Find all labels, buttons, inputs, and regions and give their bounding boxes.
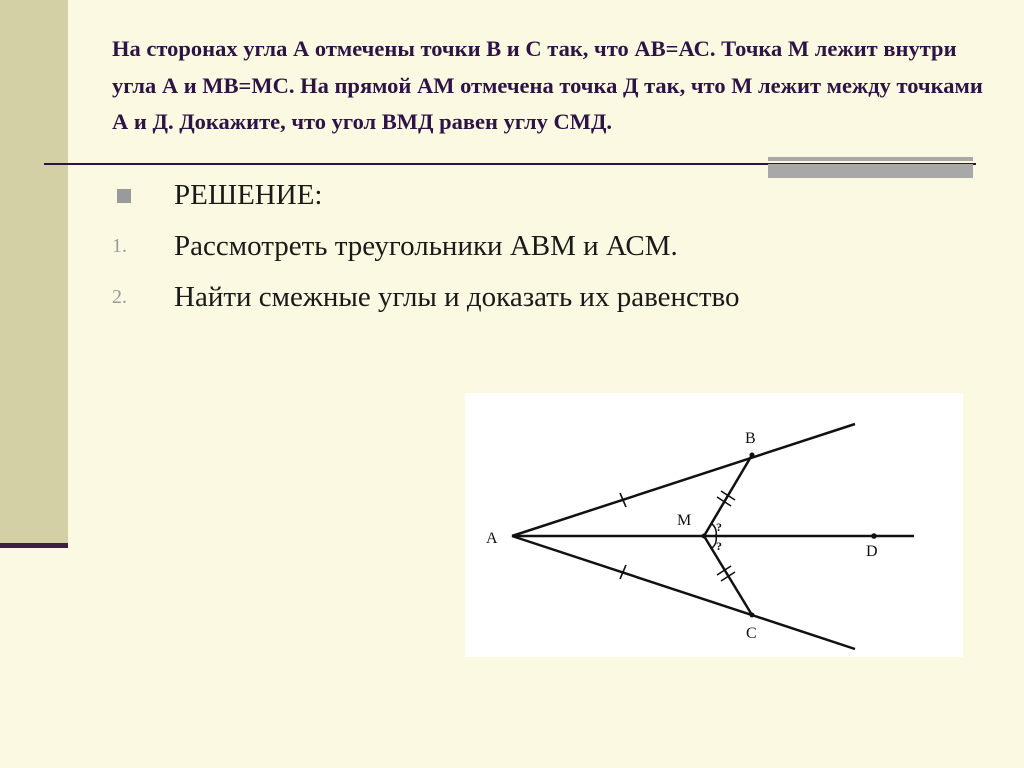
geometry-figure — [465, 393, 963, 657]
problem-statement: На сторонах угла А отмечены точки В и С так, что АВ=АС. Точка М лежит внутри угла А и МВ=МС. На прямой АМ отмечена точка Д так, что М лежит между точками А и Д. Докажите, что угол ВМД равен углу СМД. — [112, 36, 983, 134]
label-m: M — [677, 512, 692, 529]
title-divider-accent — [768, 157, 973, 178]
tick-mb-2 — [721, 491, 735, 500]
list-item-text: Рассмотреть треугольники АВМ и АСМ. — [174, 230, 678, 262]
list-item-text: Найти смежные углы и доказать их равенство — [174, 281, 740, 313]
geometry-diagram — [465, 393, 963, 657]
segment-mc — [704, 536, 752, 615]
point-b — [750, 453, 755, 458]
label-d: D — [866, 543, 878, 560]
point-m — [702, 534, 707, 539]
label-c: C — [746, 625, 757, 642]
list-item-number: 1. — [112, 235, 127, 257]
point-c — [750, 613, 755, 618]
list-item — [112, 272, 740, 323]
solution-list — [112, 170, 740, 323]
side-decor-line — [0, 543, 68, 548]
label-a: A — [486, 530, 498, 547]
list-item — [112, 170, 740, 221]
point-d — [871, 533, 877, 539]
label-b: B — [745, 430, 756, 447]
label-question-bottom: ? — [716, 539, 722, 553]
label-question-top: ? — [716, 520, 722, 534]
square-bullet-icon — [117, 189, 131, 203]
list-item-text: РЕШЕНИЕ: — [174, 179, 323, 211]
ray-lower — [512, 536, 855, 649]
side-decor-bar — [0, 0, 68, 545]
list-item — [112, 221, 740, 272]
list-item-number: 2. — [112, 286, 127, 308]
